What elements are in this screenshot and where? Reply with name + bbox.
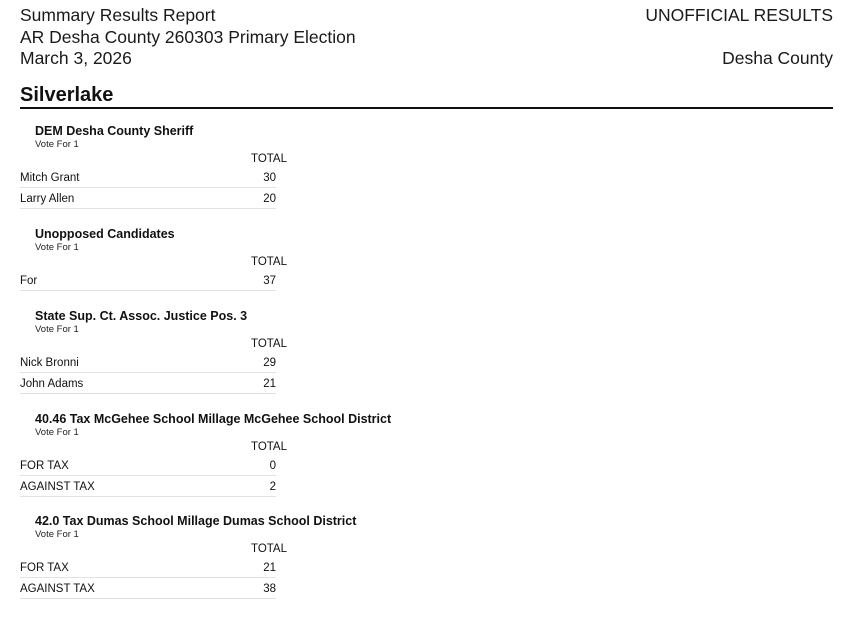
precinct-divider [20,107,833,109]
vote-for-label: Vote For 1 [35,427,79,438]
vote-for-label: Vote For 1 [35,324,79,335]
vote-for-label: Vote For 1 [35,139,79,150]
choice-total: 20 [263,193,276,205]
election-date: March 3, 2026 [20,48,132,68]
choice-total: 21 [263,378,276,390]
choice-row [20,476,276,497]
total-column-header: TOTAL [251,153,287,165]
total-column-header: TOTAL [251,441,287,453]
total-column-header: TOTAL [251,338,287,350]
choice-name: FOR TAX [20,562,69,574]
vote-for-label: Vote For 1 [35,242,79,253]
report-header-left [20,5,356,70]
choice-row [20,557,276,578]
choice-row [20,167,276,188]
choice-total: 37 [263,275,276,287]
contest-sheriff [20,124,440,209]
contest-title: 40.46 Tax McGehee School Millage McGehee School District [35,412,392,426]
contest-title: 42.0 Tax Dumas School Millage Dumas School District [35,514,357,528]
total-column-header: TOTAL [251,543,287,555]
jurisdiction-name: Desha County [722,48,833,68]
choice-row [20,352,276,373]
choice-total: 38 [263,583,276,595]
choice-total: 2 [269,481,276,493]
contest-title: State Sup. Ct. Assoc. Justice Pos. 3 [35,309,248,323]
contest-dumas-millage [20,514,440,599]
choice-name: FOR TAX [20,460,69,472]
contest-title: DEM Desha County Sheriff [35,124,194,138]
choice-total: 29 [263,357,276,369]
choice-row [20,188,276,209]
choice-name: For [20,275,38,287]
choice-total: 30 [263,172,276,184]
precinct-title: Silverlake [20,84,114,106]
total-column-header: TOTAL [251,256,287,268]
contest-title: Unopposed Candidates [35,227,175,241]
choice-total: 21 [263,562,276,574]
choice-name: Mitch Grant [20,172,80,184]
choice-name: AGAINST TAX [20,481,95,493]
choice-name: AGAINST TAX [20,583,95,595]
choice-row [20,373,276,394]
contest-supreme-court [20,309,440,394]
choice-total: 0 [269,460,276,472]
election-name: AR Desha County 260303 Primary Election [20,26,356,47]
report-title: Summary Results Report [20,5,216,25]
choice-name: John Adams [20,378,84,390]
choice-row [20,455,276,476]
choice-name: Larry Allen [20,193,75,205]
choice-row [20,578,276,599]
contest-mcgehee-millage [20,412,440,497]
results-status: UNOFFICIAL RESULTS [645,5,833,25]
choice-name: Nick Bronni [20,357,79,369]
vote-for-label: Vote For 1 [35,529,79,540]
choice-row [20,270,276,291]
contest-unopposed [20,227,440,291]
